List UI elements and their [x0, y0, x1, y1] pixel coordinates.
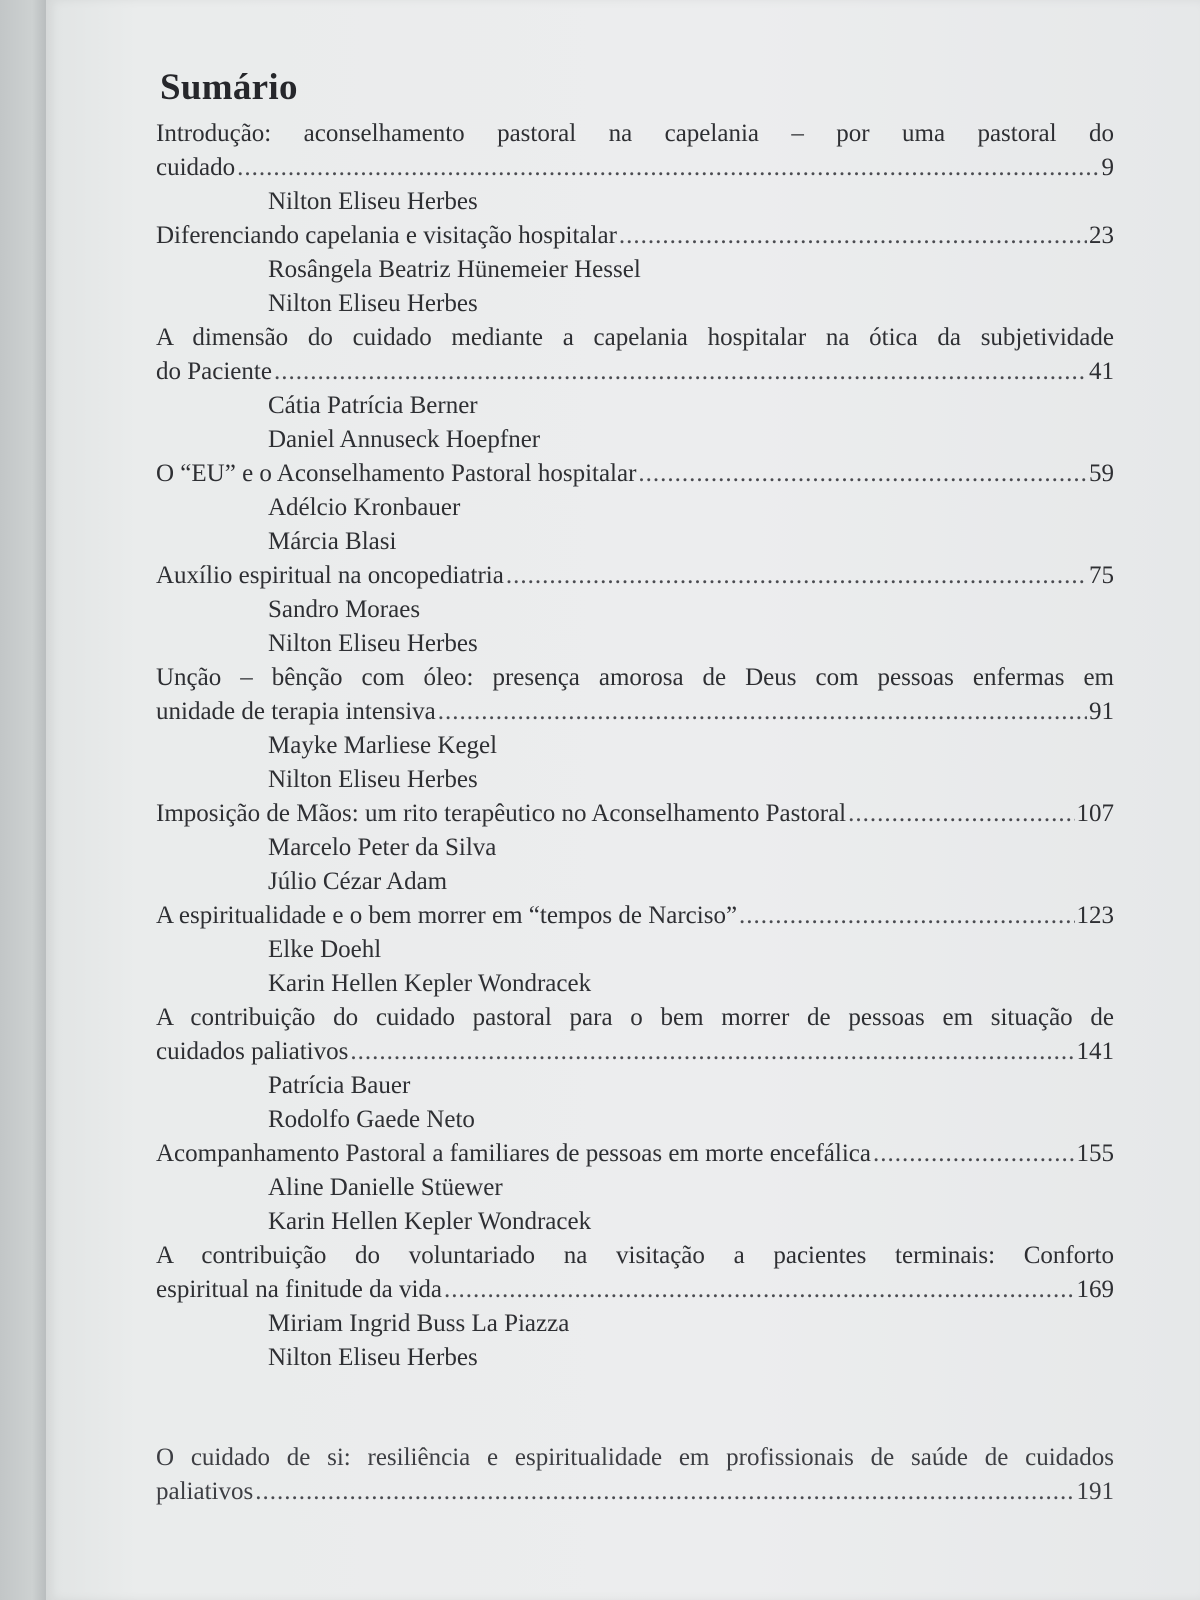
dot-leader: [274, 355, 1087, 389]
toc-author: Rodolfo Gaede Neto: [268, 1106, 475, 1133]
toc-author: Patrícia Bauer: [268, 1072, 411, 1099]
toc-entry: [156, 1441, 1114, 1509]
toc-author: Nilton Eliseu Herbes: [268, 766, 478, 793]
toc-entry-title-end: unidade de terapia intensiva: [156, 698, 436, 725]
dot-leader: [444, 1273, 1074, 1307]
toc-author: Adélcio Kronbauer: [268, 494, 461, 521]
dot-leader: [506, 559, 1087, 593]
toc-entry-leader-line: [156, 151, 1114, 185]
toc-author: Márcia Blasi: [268, 528, 397, 555]
toc-entry-leader-line: [156, 1273, 1114, 1307]
toc-entry: [156, 559, 1114, 593]
dot-leader: [350, 1035, 1074, 1069]
toc-author: Sandro Moraes: [268, 596, 421, 623]
dot-leader: [848, 797, 1074, 831]
toc-author: Júlio Cézar Adam: [268, 868, 448, 895]
dot-leader: [638, 457, 1087, 491]
toc-entry-title-end: espiritual na finitude da vida: [156, 1276, 443, 1303]
toc-entry-leader-line: [156, 1475, 1114, 1509]
toc-entry: [156, 797, 1114, 831]
toc-entry-title-end: O “EU” e o Aconselhamento Pastoral hospitalar: [156, 460, 637, 487]
toc-entry: [156, 219, 1114, 253]
toc-page-number: 123: [1076, 902, 1114, 929]
toc-author: Daniel Annuseck Hoepfner: [268, 426, 541, 453]
toc-page-number: 169: [1076, 1276, 1114, 1303]
table-of-contents: [156, 66, 1114, 1509]
toc-page-number: 141: [1076, 1038, 1114, 1065]
page-title: Sumário: [160, 67, 298, 108]
toc-entry-leader-line: [156, 559, 1114, 593]
toc-author: Nilton Eliseu Herbes: [268, 188, 478, 215]
toc-entry-leader-line: [156, 219, 1114, 253]
toc-entry-leader-line: [156, 1035, 1114, 1069]
toc-entry: [156, 1239, 1114, 1307]
toc-entry-leader-line: [156, 1137, 1114, 1171]
toc-entry: [156, 661, 1114, 729]
toc-author: Rosângela Beatriz Hünemeier Hessel: [268, 256, 641, 283]
toc-author: Nilton Eliseu Herbes: [268, 1344, 478, 1371]
toc-author: Karin Hellen Kepler Wondracek: [268, 1208, 592, 1235]
toc-entry-leader-line: [156, 899, 1114, 933]
dot-leader: [619, 219, 1087, 253]
toc-entry-leader-line: [156, 355, 1114, 389]
toc-entry: [156, 899, 1114, 933]
dot-leader: [237, 151, 1099, 185]
toc-page-number: 155: [1076, 1140, 1114, 1167]
toc-entry-title-line: Unção – bênção com óleo: presença amorosa de Deus com pessoas enfermas em: [156, 664, 1114, 691]
toc-entry-title-end: paliativos: [156, 1478, 254, 1505]
toc-entry: [156, 1001, 1114, 1069]
toc-entry-title-end: Imposição de Mãos: um rito terapêutico no Aconselhamento Pastoral: [156, 800, 847, 827]
toc-page-number: 91: [1089, 698, 1114, 725]
toc-page-number: 23: [1089, 222, 1114, 249]
toc-entry-title-line: A dimensão do cuidado mediante a capelania hospitalar na ótica da subjetividade: [156, 324, 1114, 351]
toc-page-number: 41: [1089, 358, 1114, 385]
toc-author: Aline Danielle Stüewer: [268, 1174, 503, 1201]
dot-leader: [873, 1137, 1075, 1171]
toc-entry-leader-line: [156, 797, 1114, 831]
toc-entry: [156, 321, 1114, 389]
toc-page-number: 75: [1089, 562, 1114, 589]
toc-author: Nilton Eliseu Herbes: [268, 290, 478, 317]
toc-page-number: 107: [1076, 800, 1114, 827]
toc-author: Karin Hellen Kepler Wondracek: [268, 970, 592, 997]
toc-entry: [156, 1137, 1114, 1171]
toc-entry-title-end: do Paciente: [156, 358, 272, 385]
toc-page-number: 59: [1089, 460, 1114, 487]
toc-entry-title-end: cuidados paliativos: [156, 1038, 349, 1065]
toc-entry-leader-line: [156, 457, 1114, 491]
toc-entry: [156, 117, 1114, 185]
toc-entry-title-end: Acompanhamento Pastoral a familiares de pessoas em morte encefálica: [156, 1140, 871, 1167]
toc-entry-title-end: A espiritualidade e o bem morrer em “tempos de Narciso”: [156, 902, 738, 929]
toc-author: Mayke Marliese Kegel: [268, 732, 498, 759]
toc-page-number: 9: [1101, 154, 1114, 181]
dot-leader: [438, 695, 1087, 729]
toc-page-number: 191: [1076, 1478, 1114, 1505]
toc-entry-title-line: A contribuição do voluntariado na visitação a pacientes terminais: Conforto: [156, 1242, 1114, 1269]
dot-leader: [739, 899, 1074, 933]
book-page: [46, 0, 1200, 1600]
toc-entry-title-end: cuidado: [156, 154, 236, 181]
toc-author: Elke Doehl: [268, 936, 382, 963]
toc-entry-title-line: A contribuição do cuidado pastoral para o bem morrer de pessoas em situação de: [156, 1004, 1114, 1031]
toc-author: Marcelo Peter da Silva: [268, 834, 497, 861]
toc-entry-leader-line: [156, 695, 1114, 729]
book-gutter: [0, 0, 46, 1600]
toc-author: Miriam Ingrid Buss La Piazza: [268, 1310, 570, 1337]
toc-entry-title-line: O cuidado de si: resiliência e espiritualidade em profissionais de saúde de cuidados: [156, 1444, 1114, 1471]
toc-entry: [156, 457, 1114, 491]
toc-entry-title-end: Diferenciando capelania e visitação hospitalar: [156, 222, 617, 249]
dot-leader: [255, 1475, 1074, 1509]
toc-entry-title-end: Auxílio espiritual na oncopediatria: [156, 562, 504, 589]
toc-author: Cátia Patrícia Berner: [268, 392, 478, 419]
toc-entry-title-line: Introdução: aconselhamento pastoral na capelania – por uma pastoral do: [156, 120, 1114, 147]
toc-author: Nilton Eliseu Herbes: [268, 630, 478, 657]
